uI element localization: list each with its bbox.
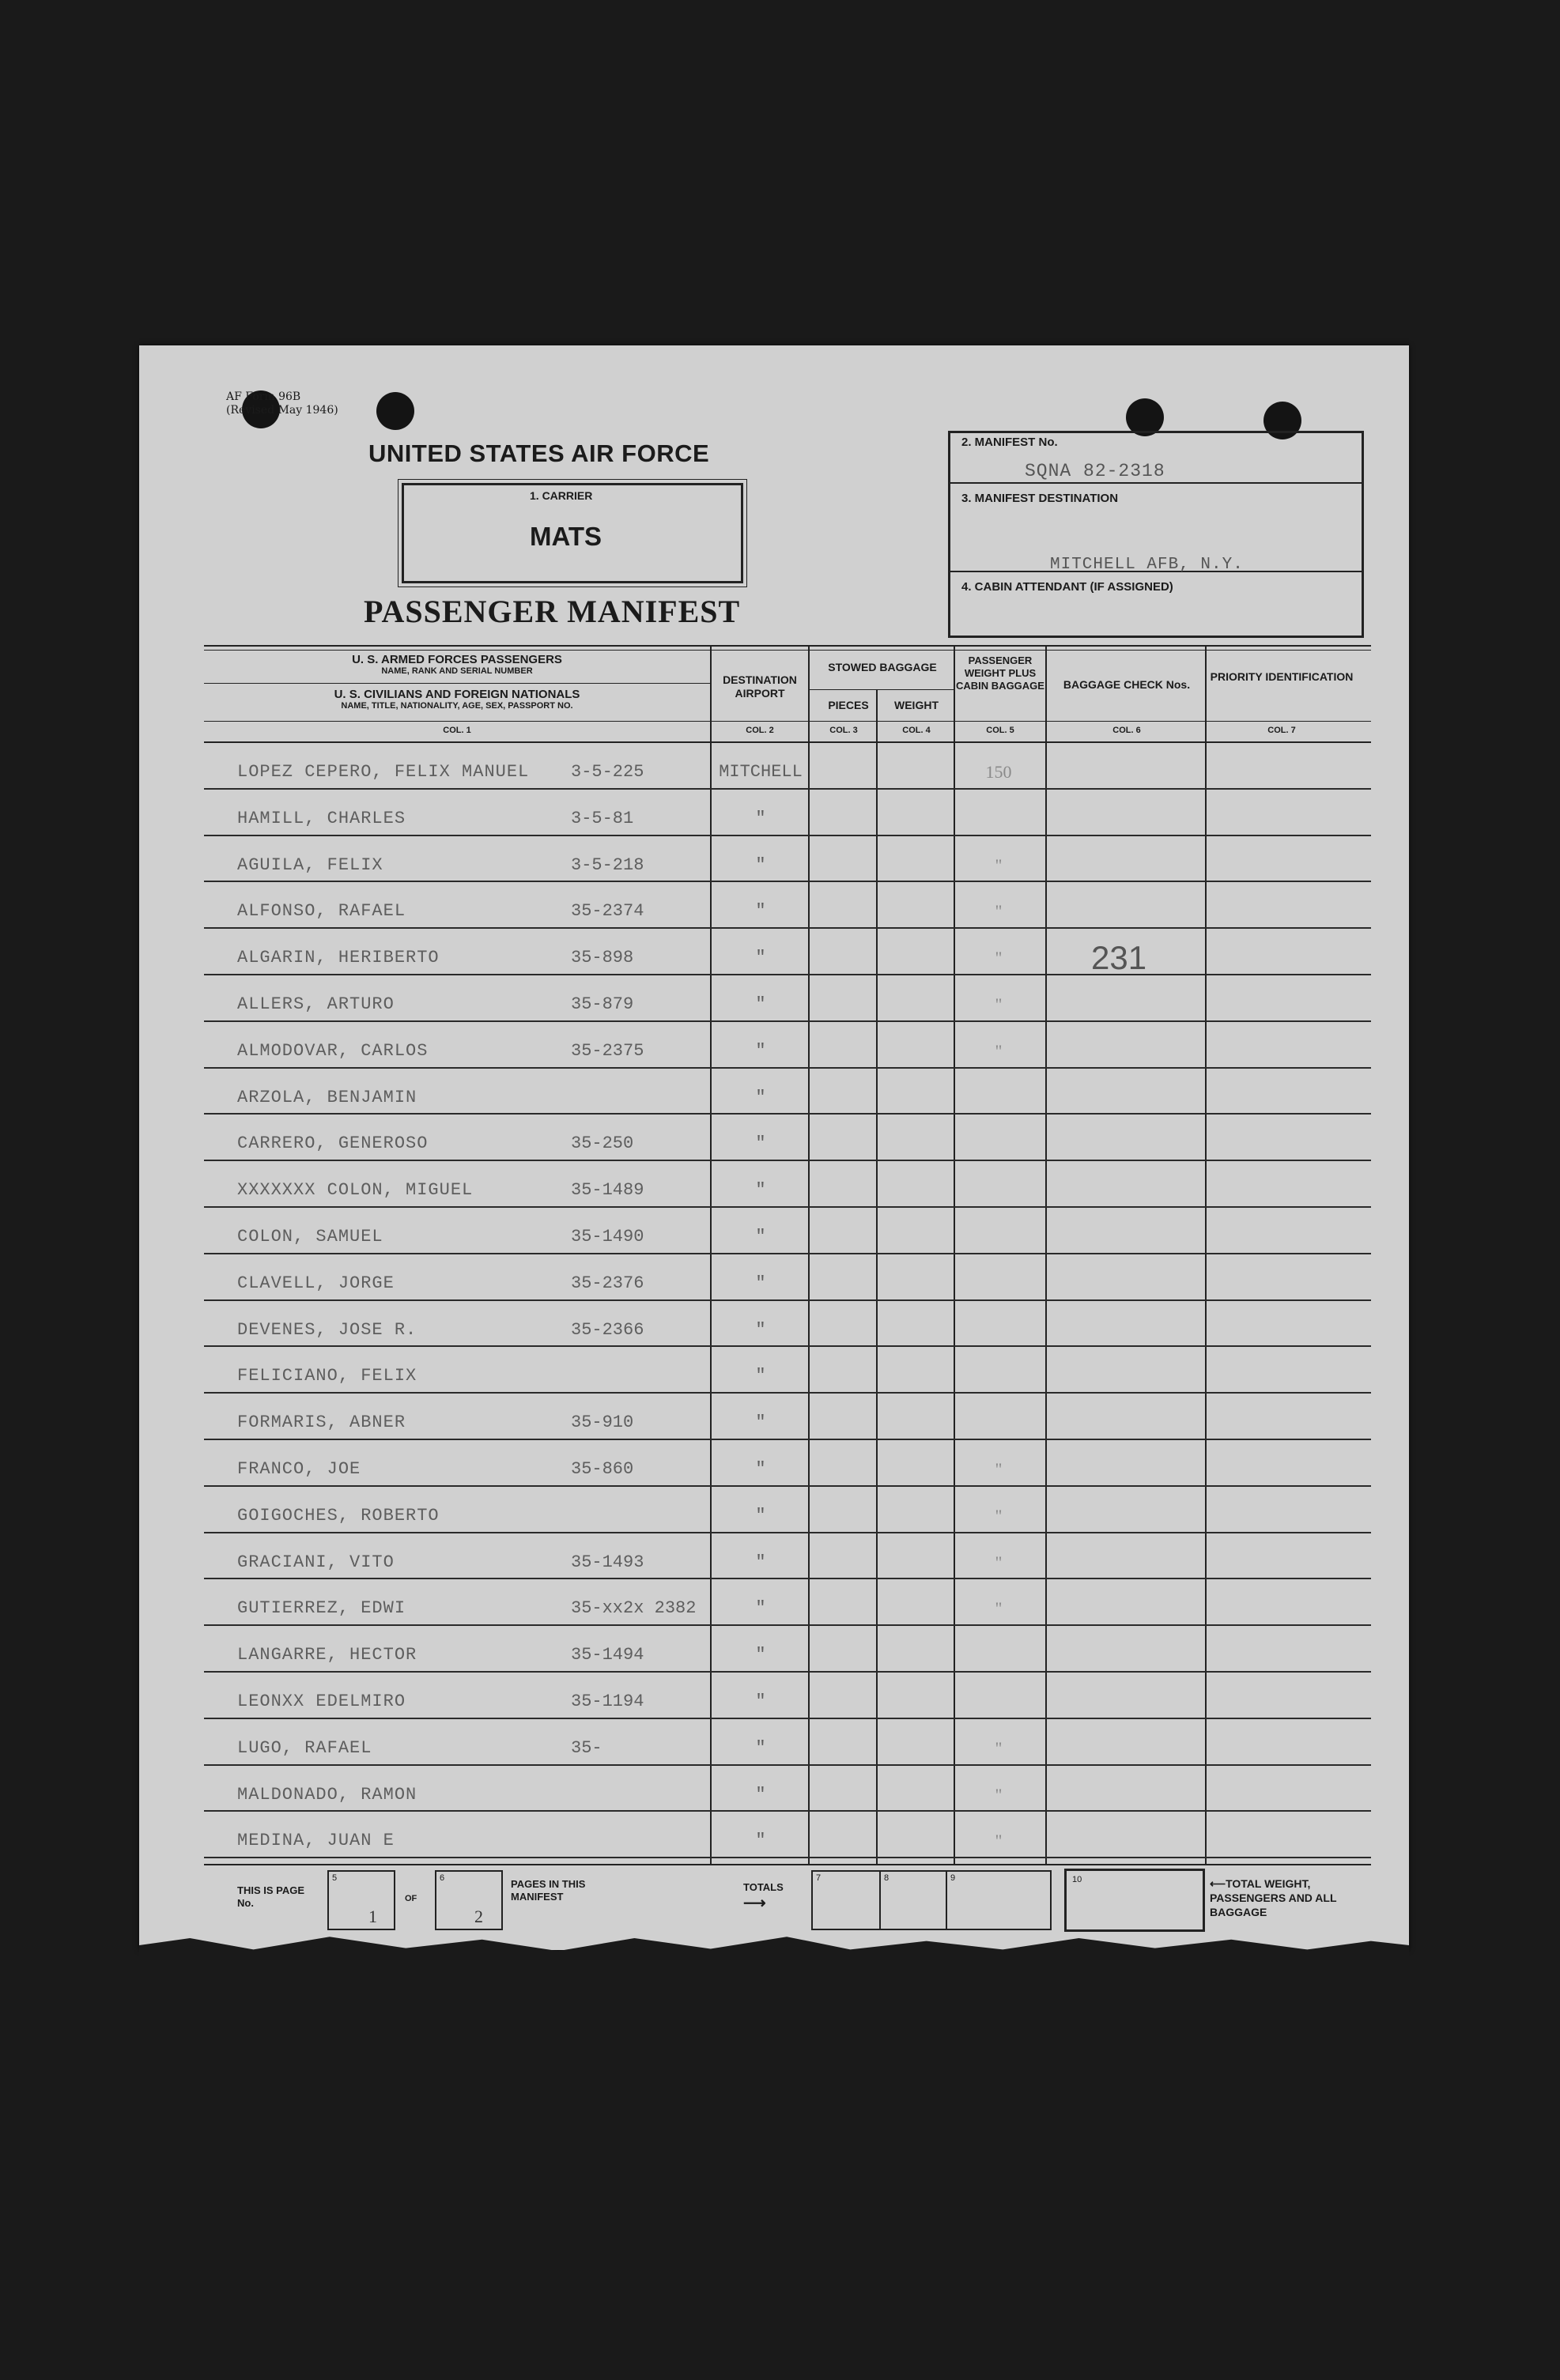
passenger-name: GRACIANI, VITO: [237, 1552, 395, 1572]
col-num: COL. 5: [986, 726, 1014, 735]
box-number: 6: [440, 1873, 445, 1883]
col-num: COL. 2: [746, 726, 774, 735]
passenger-name: COLON, SAMUEL: [237, 1227, 383, 1247]
passenger-serial: 3-5-225: [571, 762, 644, 782]
pwt-header: PASSENGER WEIGHT PLUS CABIN BAGGAGE: [956, 654, 1044, 692]
total-weight-text: TOTAL WEIGHT, PASSENGERS AND ALL BAGGAGE: [1210, 1877, 1337, 1918]
row-rule: [204, 927, 1371, 929]
passenger-name: XXXXXXX COLON, MIGUEL: [237, 1180, 474, 1201]
passenger-serial: 35-2366: [571, 1319, 644, 1340]
passenger-serial: 35-898: [571, 948, 634, 968]
carrier-value: MATS: [530, 522, 602, 551]
passenger-destination: ": [755, 1273, 766, 1293]
passenger-name: ALFONSO, RAFAEL: [237, 901, 406, 922]
passenger-weight: ": [995, 994, 1003, 1014]
passenger-serial: 35-2374: [571, 901, 644, 922]
passenger-destination: ": [755, 1319, 766, 1340]
row-rule: [204, 1764, 1371, 1766]
row-rule: [204, 1532, 1371, 1533]
col1-sub1: NAME, RANK AND SERIAL NUMBER: [381, 666, 533, 676]
passenger-destination: ": [755, 1413, 766, 1433]
pages-label: PAGES IN THIS MANIFEST: [511, 1878, 586, 1903]
stowed-header: STOWED BAGGAGE: [828, 661, 937, 673]
destination-label: 3. MANIFEST DESTINATION: [961, 492, 1119, 505]
passenger-name: ALMODOVAR, CARLOS: [237, 1040, 429, 1061]
of-label: OF: [405, 1894, 417, 1903]
passenger-destination: MITCHELL: [719, 762, 803, 782]
passenger-serial: 35-1489: [571, 1180, 644, 1201]
destination-value: MITCHELL AFB, N.Y.: [1050, 556, 1244, 574]
passenger-serial: 35-1493: [571, 1552, 644, 1572]
passenger-destination: ": [755, 1552, 766, 1572]
row-rule: [204, 1067, 1371, 1069]
passenger-name: ARZOLA, BENJAMIN: [237, 1087, 417, 1107]
passenger-name: FRANCO, JOE: [237, 1459, 361, 1479]
passenger-serial: 35-2375: [571, 1040, 644, 1061]
org-title: UNITED STATES AIR FORCE: [368, 439, 710, 467]
passenger-serial: 35-: [571, 1737, 602, 1758]
passenger-destination: ": [755, 1227, 766, 1247]
passenger-name: HAMILL, CHARLES: [237, 808, 406, 828]
column-rule: [1205, 647, 1207, 1864]
pages-total-box: [435, 1870, 503, 1930]
row-rule: [204, 1020, 1371, 1022]
page-label: THIS IS PAGE No.: [237, 1884, 304, 1909]
table-bottom-rule: [204, 1864, 1371, 1865]
form-number-text: AF Form 96B: [226, 390, 301, 403]
row-rule: [204, 1345, 1371, 1347]
passenger-name: ALLERS, ARTURO: [237, 994, 395, 1014]
pieces-header: PIECES: [828, 699, 869, 711]
passenger-serial: 35-250: [571, 1133, 634, 1154]
passenger-serial: 35-910: [571, 1413, 634, 1433]
row-rule: [204, 974, 1371, 975]
baggage-check-number: 231: [1091, 939, 1147, 976]
passenger-destination: ": [755, 808, 766, 828]
passenger-destination: ": [755, 1737, 766, 1758]
col-num: COL. 1: [443, 726, 471, 735]
box-number: 8: [884, 1873, 890, 1883]
passenger-name: GUTIERREZ, EDWI: [237, 1598, 406, 1619]
passenger-weight: ": [995, 1598, 1003, 1619]
passenger-name: GOIGOCHES, ROBERTO: [237, 1505, 440, 1526]
column-rule: [710, 647, 712, 1864]
passenger-name: LANGARRE, HECTOR: [237, 1645, 417, 1665]
passenger-destination: ": [755, 1692, 766, 1711]
passenger-destination: ": [755, 901, 766, 922]
passenger-destination: ": [755, 1645, 766, 1665]
totals-box: [811, 1870, 1052, 1930]
column-rule: [946, 1870, 947, 1930]
passenger-destination: ": [755, 1040, 766, 1061]
passenger-name: MALDONADO, RAMON: [237, 1784, 417, 1805]
passenger-destination: ": [755, 1598, 766, 1619]
divider: [204, 683, 710, 684]
col-num: COL. 4: [902, 726, 931, 735]
passenger-name: FORMARIS, ABNER: [237, 1413, 406, 1433]
manifest-no-value: SQNA 82-2318: [1025, 461, 1165, 481]
row-rule: [204, 1392, 1371, 1394]
table-top-rule: [204, 645, 1371, 647]
passenger-name: CLAVELL, JORGE: [237, 1273, 395, 1293]
carrier-label: 1. CARRIER: [530, 489, 593, 502]
form-number: [226, 390, 338, 417]
page-no-box: [327, 1870, 395, 1930]
col-num: COL. 3: [829, 726, 858, 735]
total-weight-label: [1210, 1876, 1376, 1919]
check-header: BAGGAGE CHECK Nos.: [1063, 678, 1191, 691]
passenger-name: AGUILA, FELIX: [237, 854, 383, 875]
passenger-name: LEONXX EDELMIRO: [237, 1692, 406, 1711]
passenger-weight: 150: [985, 762, 1012, 782]
divider: [948, 482, 1364, 484]
passenger-destination: ": [755, 1087, 766, 1107]
weight-header: WEIGHT: [894, 699, 939, 711]
passenger-serial: 35-860: [571, 1459, 634, 1479]
passenger-weight: ": [995, 1040, 1003, 1061]
column-rule: [808, 647, 810, 1864]
pages-total-value: 2: [474, 1907, 483, 1926]
row-rule: [204, 881, 1371, 882]
passenger-serial: 35-1194: [571, 1692, 644, 1711]
row-rule: [204, 1578, 1371, 1579]
row-rule: [204, 1718, 1371, 1719]
passenger-weight: ": [995, 1552, 1003, 1572]
divider: [808, 689, 955, 690]
page-no-value: 1: [368, 1907, 377, 1926]
row-rule: [204, 1624, 1371, 1626]
passenger-serial: 3-5-81: [571, 808, 634, 828]
col1-sub2: NAME, TITLE, NATIONALITY, AGE, SEX, PASSPORT NO.: [341, 701, 573, 711]
passenger-weight: ": [995, 901, 1003, 922]
passenger-name: FELICIANO, FELIX: [237, 1366, 417, 1386]
passenger-destination: ": [755, 994, 766, 1014]
total-weight-box: [1064, 1869, 1205, 1932]
punch-hole: [376, 392, 414, 430]
row-rule: [204, 1485, 1371, 1487]
box-number: 10: [1072, 1875, 1082, 1884]
passenger-weight: ": [995, 1831, 1003, 1851]
attendant-label: 4. CABIN ATTENDANT (IF ASSIGNED): [961, 580, 1173, 594]
row-rule: [204, 835, 1371, 836]
table-top-rule: [204, 650, 1371, 651]
column-rule: [1045, 647, 1047, 1864]
row-rule: [204, 788, 1371, 790]
passenger-weight: ": [995, 854, 1003, 875]
passenger-name: ALGARIN, HERIBERTO: [237, 948, 440, 968]
row-rule: [204, 1299, 1371, 1301]
col1-title1: U. S. ARMED FORCES PASSENGERS: [352, 653, 562, 666]
row-rule: [204, 1253, 1371, 1254]
form-revision: (Revised May 1946): [226, 404, 338, 417]
passenger-name: CARRERO, GENEROSO: [237, 1133, 429, 1154]
row-rule: [204, 1857, 1371, 1858]
row-rule: [204, 1113, 1371, 1115]
passenger-destination: ": [755, 1459, 766, 1479]
dest-header: DESTINATION AIRPORT: [723, 673, 797, 700]
passenger-serial: 35-2376: [571, 1273, 644, 1293]
passenger-weight: ": [995, 948, 1003, 968]
passenger-destination: ": [755, 854, 766, 875]
manifest-no-label: 2. MANIFEST No.: [961, 436, 1058, 449]
passenger-name: LOPEZ CEPERO, FELIX MANUEL: [237, 762, 530, 782]
row-rule: [204, 1671, 1371, 1673]
passenger-name: MEDINA, JUAN E: [237, 1831, 395, 1851]
passenger-destination: ": [755, 1366, 766, 1386]
row-rule: [204, 1439, 1371, 1440]
col1-title2: U. S. CIVILIANS AND FOREIGN NATIONALS: [334, 688, 580, 701]
box-number: 9: [950, 1873, 956, 1883]
passenger-serial: 35-xx2x 2382: [571, 1598, 697, 1619]
row-rule: [204, 1160, 1371, 1161]
passenger-weight: ": [995, 1505, 1003, 1526]
passenger-destination: ": [755, 1784, 766, 1805]
col1-header-2: [204, 688, 710, 711]
passenger-name: LUGO, RAFAEL: [237, 1737, 372, 1758]
totals-label: TOTALS: [743, 1881, 784, 1893]
page-title: PASSENGER MANIFEST: [364, 594, 741, 629]
passenger-destination: ": [755, 1180, 766, 1201]
col-num: COL. 6: [1112, 726, 1141, 735]
arrow-left-icon: ⟵: [1210, 1877, 1226, 1890]
row-rule: [204, 1810, 1371, 1812]
col-num: COL. 7: [1267, 726, 1296, 735]
passenger-destination: ": [755, 948, 766, 968]
arrow-icon: ⟶: [743, 1895, 766, 1912]
row-rule: [204, 1206, 1371, 1208]
passenger-serial: 3-5-218: [571, 854, 644, 875]
passenger-name: DEVENES, JOSE R.: [237, 1319, 417, 1340]
passenger-serial: 35-879: [571, 994, 634, 1014]
passenger-weight: ": [995, 1784, 1003, 1805]
divider: [204, 721, 1371, 722]
column-rule: [879, 1870, 881, 1930]
column-rule: [876, 689, 878, 1864]
passenger-destination: ": [755, 1831, 766, 1851]
column-rule: [954, 647, 955, 1864]
passenger-destination: ": [755, 1133, 766, 1154]
passenger-serial: 35-1490: [571, 1227, 644, 1247]
col1-header: [204, 653, 710, 677]
priority-header: PRIORITY IDENTIFICATION: [1210, 670, 1354, 683]
passenger-destination: ": [755, 1505, 766, 1526]
divider: [204, 741, 1371, 743]
passenger-weight: ": [995, 1459, 1003, 1479]
passenger-serial: 35-1494: [571, 1645, 644, 1665]
passenger-weight: ": [995, 1737, 1003, 1758]
box-number: 7: [816, 1873, 822, 1883]
box-number: 5: [332, 1873, 338, 1883]
